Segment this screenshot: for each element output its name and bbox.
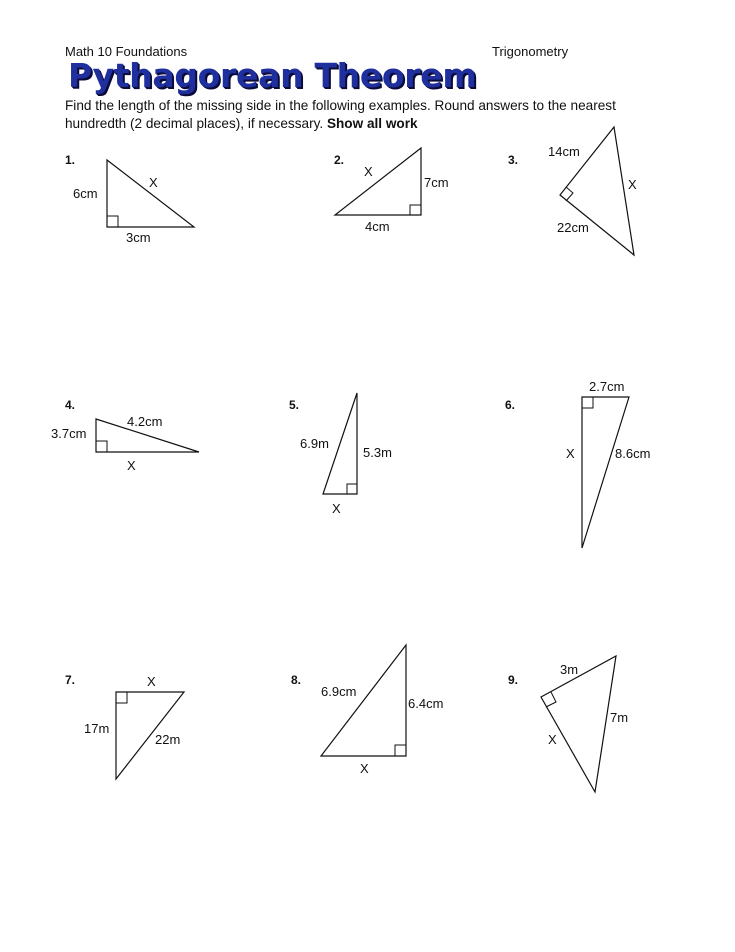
problem-number: 7. [65,673,76,687]
topic-name: Trigonometry [492,44,569,59]
side-label: 2.7cm [589,379,625,394]
triangle [582,397,629,548]
right-angle-marker [107,216,118,227]
side-label: X [147,674,156,689]
problem-5 [289,393,392,516]
right-angle-marker [410,205,421,215]
side-label: 6.9m [300,436,329,451]
problem-9 [508,656,628,792]
side-label: X [628,177,637,192]
right-angle-marker [116,692,127,703]
side-label: 22cm [557,220,589,235]
triangle [107,160,194,227]
triangle [335,148,421,215]
side-label: 14cm [548,144,580,159]
side-label: X [332,501,341,516]
problem-number: 8. [291,673,302,687]
problem-number: 2. [334,153,345,167]
right-angle-marker [96,441,107,452]
side-label: 6cm [73,186,98,201]
problem-4 [51,398,199,473]
side-label: 22m [155,732,181,747]
side-label: 7cm [424,175,449,190]
side-label: X [566,446,575,461]
problem-6 [505,379,650,548]
problem-number: 6. [505,398,516,412]
right-angle-marker [395,745,406,756]
side-label: X [149,175,158,190]
side-label: 7m [610,710,629,725]
problem-number: 9. [508,673,519,687]
problem-number: 5. [289,398,300,412]
problem-number: 1. [65,153,76,167]
instructions-text: Find the length of the missing side in the following examples. Round answers to the nearest hundredth (2 decimal places), if necessary. [65,98,616,131]
problem-1 [65,153,194,245]
side-label: 4.2cm [127,414,163,429]
instructions-bold: Show all work [326,116,418,131]
triangle [321,645,406,756]
side-label: X [127,458,136,473]
side-label: X [548,732,557,747]
problem-2 [334,148,449,234]
side-label: 6.4cm [408,696,444,711]
right-angle-marker [566,187,573,201]
side-label: 17m [84,721,110,736]
problem-8 [291,645,443,776]
worksheet-title: Pythagorean Theorem [68,56,477,95]
problem-3 [508,127,637,255]
right-angle-marker [347,484,357,494]
side-label: 4cm [365,219,390,234]
side-label: X [360,761,369,776]
triangle [541,656,616,792]
side-label: 3.7cm [51,426,87,441]
right-angle-marker [546,692,556,707]
problem-number: 4. [65,398,76,412]
side-label: 5.3m [363,445,392,460]
problem-7 [65,673,184,779]
side-label: 3m [560,662,579,677]
side-label: 8.6cm [615,446,651,461]
side-label: X [364,164,373,179]
side-label: 6.9cm [321,684,357,699]
right-angle-marker [582,397,593,408]
side-label: 3cm [126,230,151,245]
course-name: Math 10 Foundations [65,44,188,59]
problem-number: 3. [508,153,519,167]
